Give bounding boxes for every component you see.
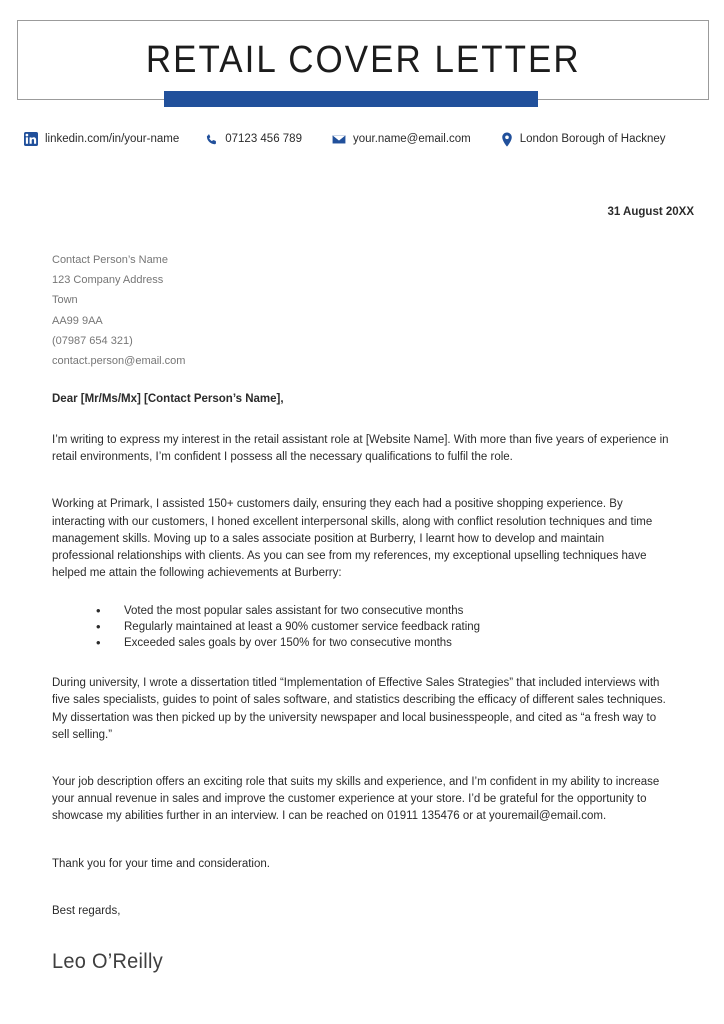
contact-row: [24, 128, 700, 150]
accent-bar: [164, 91, 538, 107]
body-paragraph-1: I’m writing to express my interest in the retail assistant role at [Website Name]. With more than five years of experience in retail environments, I’m confident I possess all the necessary qualifications to fulfil the role.: [52, 434, 669, 464]
letter-date: 31 August 20XX: [607, 206, 694, 218]
body-paragraph-2: Working at Primark, I assisted 150+ customers daily, ensuring they each had a positive shopping experience. By interacting with our customers, I honed excellent interpersonal skills, along with conflict resolution techniques and time management skills. Moving up to a sales associate position at Burberry, I learnt how to develop and maintain professional relationships with clients. As you can see from my references, my exceptional upselling techniques have helped me attain the following achievements at Burberry:: [52, 498, 653, 580]
letter-body: [52, 432, 669, 974]
contact-email-text: your.name@email.com: [352, 133, 471, 145]
contact-location-text: London Borough of Hackney: [519, 133, 666, 145]
contact-location: [501, 132, 666, 147]
location-pin-icon: [501, 132, 513, 147]
linkedin-icon: [24, 132, 38, 146]
address-line: 123 Company Address: [52, 274, 164, 287]
address-line: (07987 654 321): [52, 334, 133, 347]
address-line: Town: [52, 294, 78, 307]
contact-linkedin-text: linkedin.com/in/your-name: [45, 133, 180, 145]
address-line: AA99 9AA: [52, 314, 103, 327]
list-item: • Regularly maintained at least a 90% customer service feedback rating: [96, 620, 669, 636]
closing-thanks: Thank you for your time and consideration.: [52, 857, 270, 870]
contact-phone-text: 07123 456 789: [225, 133, 302, 145]
address-line: Contact Person’s Name: [52, 254, 168, 266]
achievements-list: [52, 604, 669, 651]
address-line: contact.person@email.com: [52, 355, 186, 368]
recipient-address-block: [52, 250, 452, 371]
signature-name: Leo O’Reilly: [52, 950, 163, 974]
contact-linkedin[interactable]: [24, 132, 179, 146]
contact-phone[interactable]: [205, 133, 302, 146]
salutation: Dear [Mr/Ms/Mx] [Contact Person’s Name],: [52, 393, 284, 405]
list-item: • Voted the most popular sales assistant for two consecutive months: [96, 604, 669, 620]
envelope-icon: [332, 134, 346, 145]
contact-email[interactable]: [332, 133, 471, 145]
sign-off: Best regards,: [52, 904, 121, 917]
page-title: RETAIL COVER LETTER: [145, 38, 581, 81]
list-item: • Exceeded sales goals by over 150% for two consecutive months: [96, 636, 669, 652]
phone-icon: [205, 133, 218, 146]
body-paragraph-3: During university, I wrote a dissertation titled “Implementation of Effective Sales Strategies” that included interviews with five sales specialists, guides to point of sales software, and statistics describing the efficacy of different sales techniques. My dissertation was then picked up by the university newspaper and local businesspeople, and cited as “a fresh way to sell selling.”: [52, 677, 666, 741]
header-title-box: [17, 20, 709, 100]
body-paragraph-4: Your job description offers an exciting role that suits my skills and experience, and I’m confident in my ability to increase your annual revenue in sales and improve the customer experience at your store. I’d be grateful for the opportunity to showcase my abilities further in an interview. I can be reached on 01911 135476 or at youremail@email.com.: [52, 776, 660, 823]
